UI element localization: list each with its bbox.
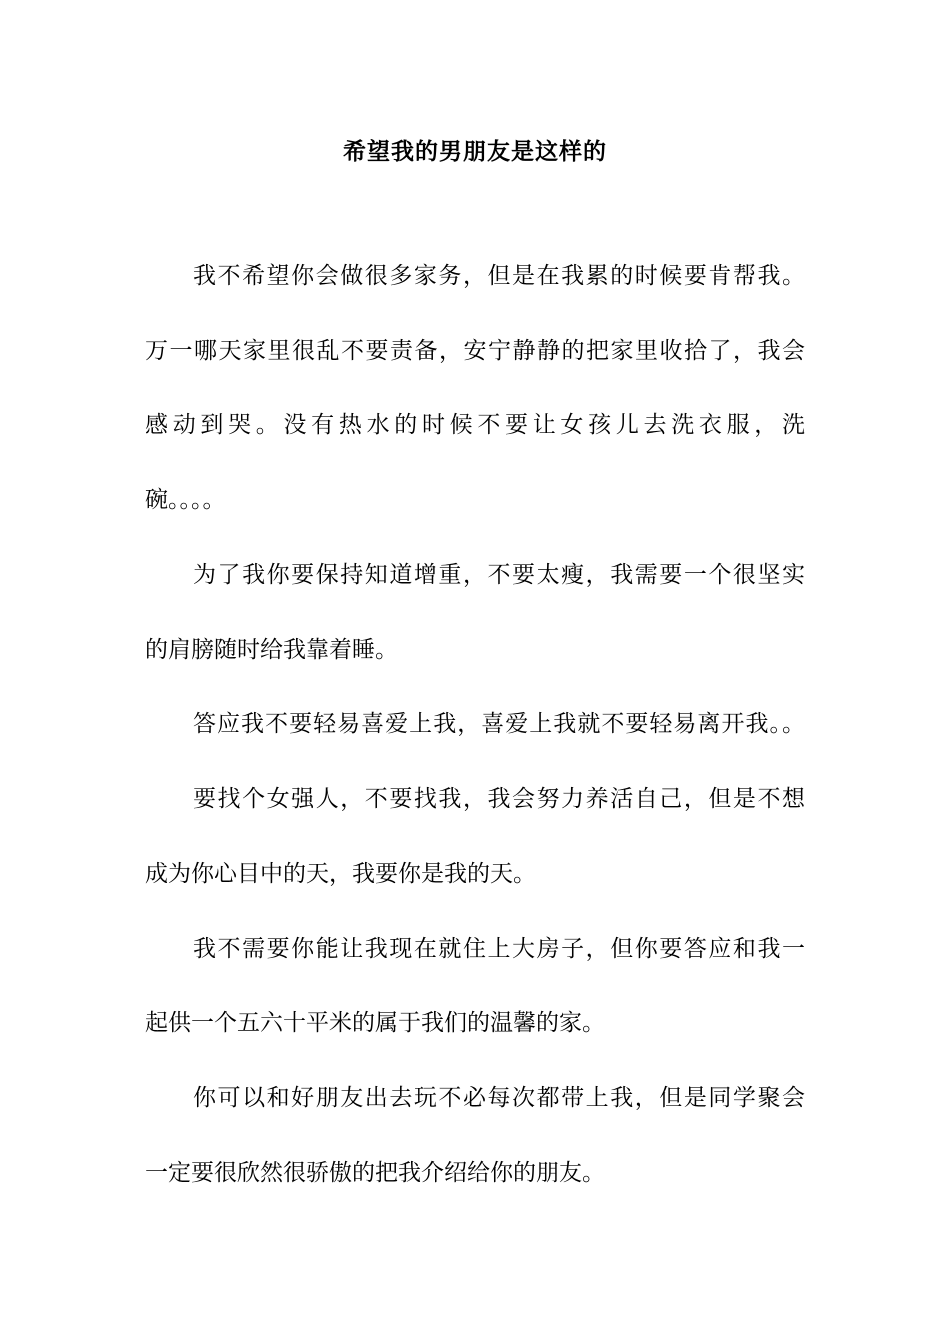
- paragraph-1-line-1: 我不希望你会做很多家务，但是在我累的时候要肯帮我。: [193, 263, 805, 289]
- document-title: 希望我的男朋友是这样的: [343, 138, 607, 165]
- paragraph-5-line-2: 起供一个五六十平米的属于我们的温馨的家。: [145, 1010, 605, 1036]
- paragraph-1-line-4: 碗。。。。: [145, 487, 226, 513]
- paragraph-1-line-3: 感动到哭。没有热水的时候不要让女孩儿去洗衣服，洗: [145, 412, 805, 438]
- paragraph-4-line-2: 成为你心目中的天，我要你是我的天。: [145, 861, 536, 887]
- paragraph-1-line-2: 万一哪天家里很乱不要责备，安宁静静的把家里收拾了，我会: [145, 338, 805, 364]
- paragraph-4-line-1: 要找个女强人，不要找我，我会努力养活自己，但是不想: [193, 786, 805, 812]
- paragraph-2-line-1: 为了我你要保持知道增重，不要太瘦，我需要一个很坚实: [193, 562, 805, 588]
- paragraph-5-line-1: 我不需要你能让我现在就住上大房子，但你要答应和我一: [193, 936, 805, 962]
- paragraph-2-line-2: 的肩膀随时给我靠着睡。: [145, 637, 398, 663]
- paragraph-6-line-1: 你可以和好朋友出去玩不必每次都带上我，但是同学聚会: [193, 1085, 805, 1111]
- paragraph-3-line-1: 答应我不要轻易喜爱上我，喜爱上我就不要轻易离开我。。: [193, 711, 805, 737]
- paragraph-6-line-2: 一定要很欣然很骄傲的把我介绍给你的朋友。: [145, 1160, 605, 1186]
